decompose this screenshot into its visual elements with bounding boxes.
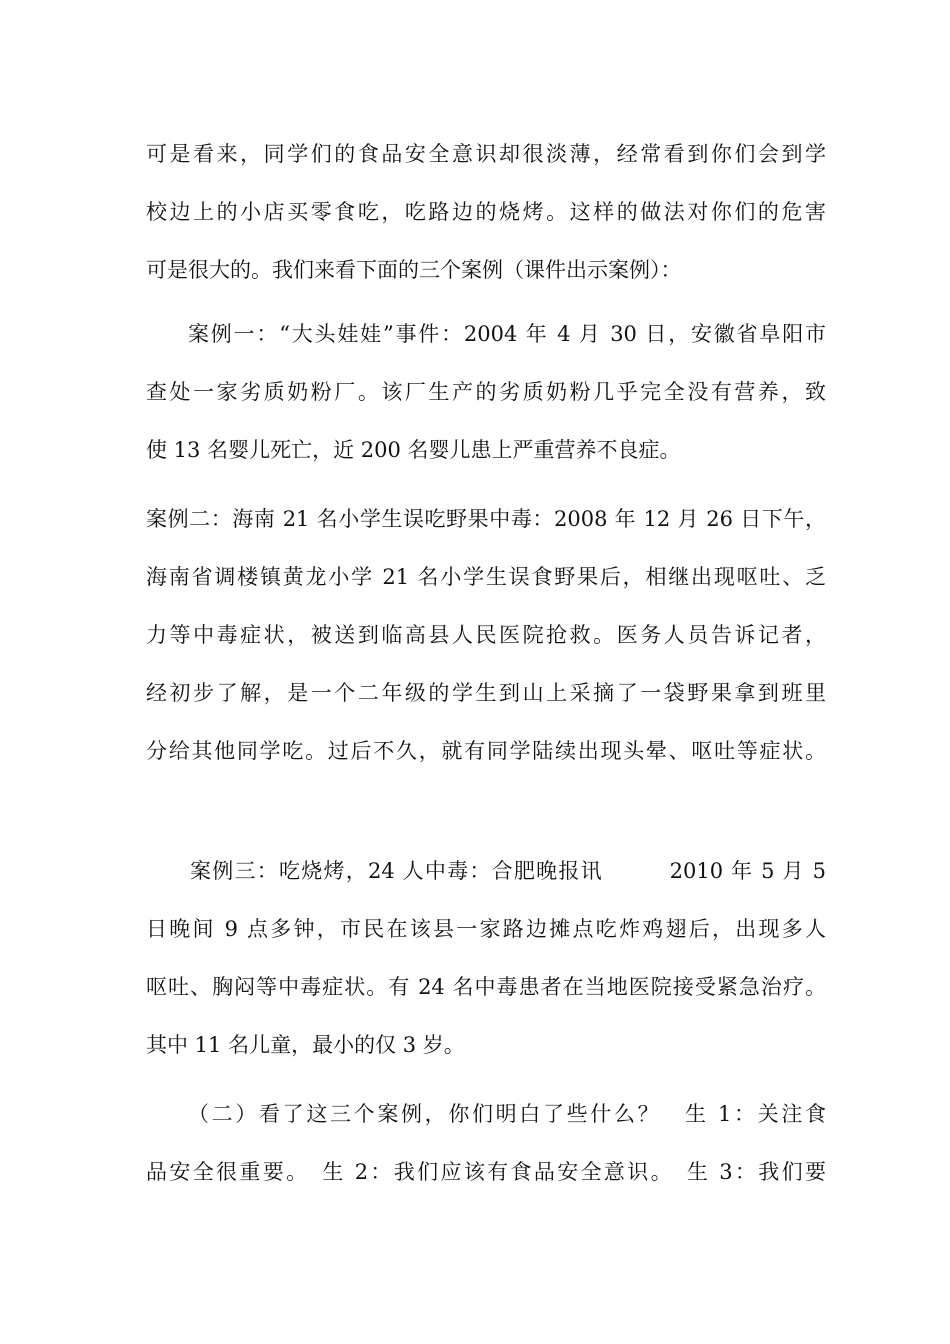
text-line: 经初步了解，是一个二年级的学生到山上采摘了一袋野果拿到班里 xyxy=(146,681,826,705)
text-line: 可是很大的。我们来看下面的三个案例（课件出示案例）： xyxy=(146,258,682,282)
text-line: 校边上的小店买零食吃，吃路边的烧烤。这样的做法对你们的危害 xyxy=(146,200,826,224)
text-line: 案例一：“大头娃娃”事件：2004 年 4 月 30 日，安徽省阜阳市 xyxy=(188,322,826,346)
text-line: 查处一家劣质奶粉厂。该厂生产的劣质奶粉几乎完全没有营养，致 xyxy=(146,380,826,404)
text-line: 日晚间 9 点多钟，市民在该县一家路边摊点吃炸鸡翅后，出现多人 xyxy=(146,917,826,941)
text-line: 案例二：海南 21 名小学生误吃野果中毒：2008 年 12 月 26 日下午， xyxy=(146,507,826,531)
text-line: （二）看了这三个案例，你们明白了些什么？ 生 1：关注食 xyxy=(188,1102,826,1126)
text-line: 力等中毒症状，被送到临高县人民医院抢救。医务人员告诉记者， xyxy=(146,623,826,647)
text-line: 案例三：吃烧烤，24 人中毒：合肥晚报讯 2010 年 5 月 5 xyxy=(190,859,826,883)
text-line: 呕吐、胸闷等中毒症状。有 24 名中毒患者在当地医院接受紧急治疗。 xyxy=(146,975,826,999)
text-line: 分给其他同学吃。过后不久，就有同学陆续出现头晕、呕吐等症状。 xyxy=(146,739,826,763)
text-line: 其中 11 名儿童，最小的仅 3 岁。 xyxy=(146,1033,465,1057)
text-line: 可是看来，同学们的食品安全意识却很淡薄，经常看到你们会到学 xyxy=(146,142,826,166)
text-line: 海南省调楼镇黄龙小学 21 名小学生误食野果后，相继出现呕吐、乏 xyxy=(146,565,826,589)
text-line: 品安全很重要。 生 2：我们应该有食品安全意识。 生 3：我们要 xyxy=(146,1160,826,1184)
text-line: 使 13 名婴儿死亡，近 200 名婴儿患上严重营养不良症。 xyxy=(146,438,681,462)
